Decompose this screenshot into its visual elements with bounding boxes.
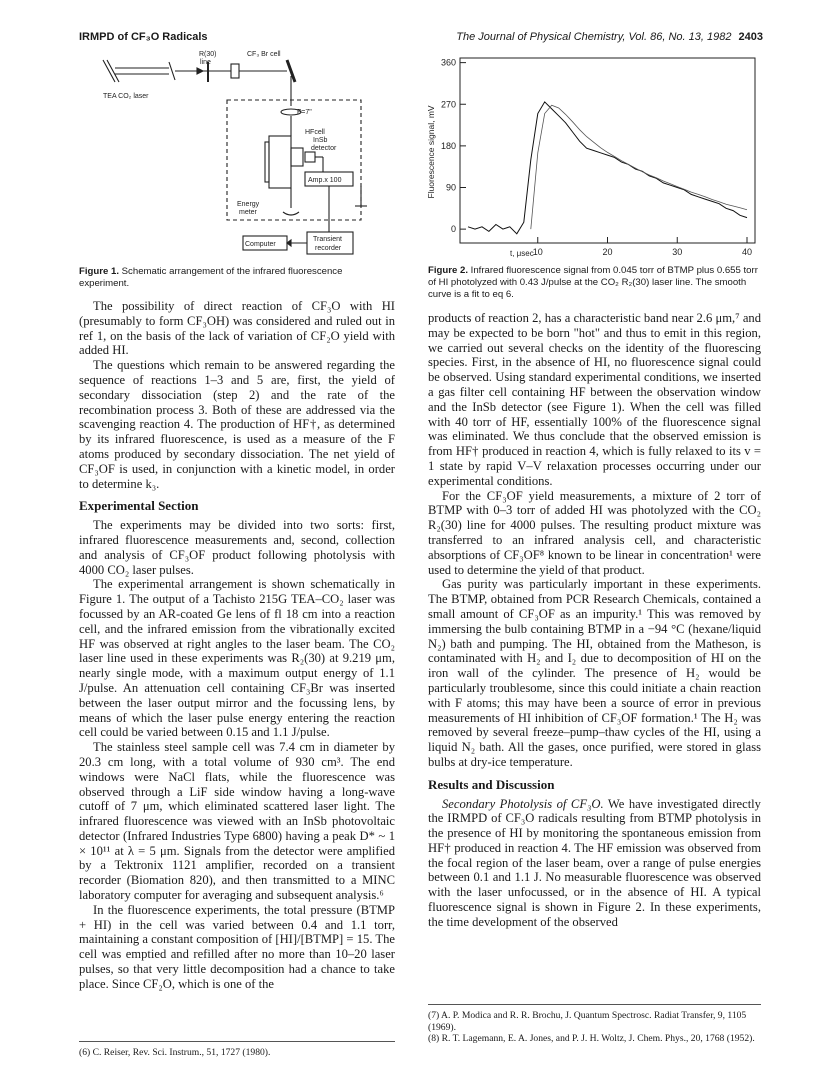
- label-energy: Energy: [237, 201, 260, 208]
- label-transient: Transient: [313, 236, 342, 243]
- label-recorder: recorder: [315, 245, 342, 252]
- section-heading-experimental: Experimental Section: [79, 498, 199, 514]
- label-hfcell: HFcell: [305, 129, 325, 136]
- paragraph: [428, 797, 761, 930]
- insb-detector: [305, 152, 315, 162]
- paragraph: The experiments may be divided into two sorts: first, infrared fluorescence measurements and, second, collection and analysis of CF₃OF product following photolysis with 4000 CO₂ laser pulses.: [79, 518, 395, 577]
- series-fit-curve: [531, 105, 747, 229]
- right-column: [428, 311, 761, 930]
- label-laser: TEA CO₂ laser: [103, 93, 149, 100]
- y-tick-label: 0: [450, 224, 456, 235]
- paragraph: The experimental arrangement is shown schematically in Figure 1. The output of a Tachisto 215G TEA–CO₂ laser was focussed by an AR-coated Ge lens of fl 18 cm into a reaction cell, and the infrared emission from the vibrationally excited HF was observed at right angles to the laser beam. The CO₂ laser line used in these experiments was R₂(30) at 9.219 μm, nearly single mode, with a maximum output energy of 1.1 J/pulse. An attenuation cell containing CF₃Br was inserted between the laser output mirror and the focussing lens, by means of which the laser pulse energy entering the reaction cell could be varied between 0.15 and 1.1 J/pulse.: [79, 577, 395, 740]
- figure-2-caption: [428, 265, 761, 301]
- y-tick-label: 360: [440, 57, 456, 68]
- y-axis-label: Fluorescence signal, mV: [426, 105, 436, 199]
- paragraph-body: We have investigated directly the IRMPD of CF₃O radicals resulting from BTMP photolysis in the presence of HI by monitoring the spontaneous emission from HF† produced in reaction 4. The HF emission was observed from the focal region of the laser beam, over a range of pulse energies between 0.1 and 1.1 J. No measurable fluorescence was observed with the laser unfocussed, or in the absence of HI. A typical fluorescence signal is shown in Figure 2. In these experiments, the time development of the observed: [428, 796, 761, 929]
- y-tick-label: 90: [445, 182, 456, 193]
- section-heading-results: Results and Discussion: [428, 776, 555, 792]
- label-insb: InSb: [313, 137, 328, 144]
- plot-frame: [460, 58, 755, 243]
- energy-meter: [283, 212, 299, 215]
- cf3br-cell: [231, 64, 239, 78]
- figure-1-caption-text: Schematic arrangement of the infrared fluorescence experiment.: [79, 266, 343, 289]
- footnote-7: (7) A. P. Modica and R. R. Brochu, J. Quantum Spectrosc. Radiat Transfer, 9, 1105 (1969).: [428, 1010, 747, 1033]
- label-amp: Amp.x 100: [308, 177, 342, 184]
- label-focal: F=7": [297, 109, 312, 116]
- series-raw-signal: [468, 102, 747, 234]
- figure-1-caption: [79, 266, 395, 290]
- paragraph: products of reaction 2, has a characteristic band near 2.6 μm,⁷ and may be expected to be born "hot" and thus to emit in this region, we carried out several checks on the identity of the fluorescing species. First, in the absence of HI, no fluorescence signal could be observed. Using standard experimental conditions, we inserted a gas filter cell containing HF between the observation window and the InSb detector (see Figure 1). When the cell was filled with 40 torr of HF, essentially 100% of the fluorescence signal was eliminated. We thus conclude that the observed emission is from HF† produced in reaction 4, which is fully relaxed to its v = 1 state by rapid V–V relaxation processes occurring under our experimental conditions.: [428, 311, 761, 488]
- figure-2-label: Figure 2.: [428, 265, 468, 276]
- journal-header: [456, 31, 763, 43]
- paragraph: Gas purity was particularly important in these experiments. The BTMP, obtained from PCR Research Chemicals, contained a small amount of CF₃OF as an impurity.¹ This was removed by immersing the bulb containing BTMP in a −94 °C (hexane/liquid N₂) bath and pumping. The HI, obtained from the Matheson, is contaminated with H₂ and I₂ due to decomposition of HI on the iron wall of the cylinder. The presence of H₂ would be particularly troublesome, since this could initiate a chain reaction with F atoms; this may have been a source of error in previous measurements of HI inhibition of CF₃OF formation.¹ The H₂ was removed by several freeze–pump–thaw cycles of the HI, using a liquid N₂ bath. All the gases, once purified, were stored in glass bulbs at dry-ice temperature.: [428, 577, 761, 769]
- left-column: [79, 299, 395, 992]
- footnotes-right: [428, 1004, 761, 1045]
- paragraph: The questions which remain to be answered regarding the sequence of reactions 1–3 and 5 are, first, the yield of secondary dissociation (step 2) and the rate of the recombination process 3. Both of these are addressed via the scavenging reaction 4. The production of HF†, as determined by its infrared fluorescence, is used as a measure of the F atoms produced by secondary dissociation. The net yield of CF₃OF is used, in conjunction with a kinetic model, in order to determine k₃.: [79, 358, 395, 491]
- label-detector: detector: [311, 145, 337, 152]
- label-meter: meter: [239, 209, 257, 216]
- laser-mirror-right: [169, 62, 175, 80]
- figure-1-schematic: [79, 46, 389, 258]
- subsection-title: Secondary Photolysis of CF₃O.: [442, 796, 604, 811]
- page-number: 2403: [738, 31, 763, 43]
- hf-cell: [269, 136, 291, 188]
- x-tick-label: 10: [532, 247, 543, 257]
- footnote-6: (6) C. Reiser, Rev. Sci. Instrum., 51, 1727 (1980).: [79, 1041, 395, 1059]
- y-tick-label: 180: [440, 140, 456, 151]
- x-tick-label: 20: [602, 247, 613, 257]
- journal-volume: Vol. 86, No. 13, 1982: [628, 31, 732, 43]
- label-line: line: [200, 59, 211, 66]
- footnote-8: (8) R. T. Lagemann, E. A. Jones, and P. J. H. Woltz, J. Chem. Phys., 20, 1768 (1952).: [428, 1033, 755, 1044]
- figure-2-caption-text: Infrared fluorescence signal from 0.045 torr of BTMP plus 0.655 torr of HI photolyzed with 0.43 J/pulse at the CO₂ R₂(30) laser line. The smooth curve is a fit to eq 6.: [428, 265, 758, 300]
- figure-2-chart: [420, 50, 765, 262]
- paragraph: For the CF₃OF yield measurements, a mixture of 2 torr of BTMP with 0–3 torr of added HI was photolyzed with the CO₂ R₂(30) line for 4000 pulses. The resulting product mixture was transferred to an infrared analysis cell, and characteristic absorptions of CF₃OF⁸ known to be linear in concentration¹ were used to determine the yield of that product.: [428, 488, 761, 577]
- paragraph: In the fluorescence experiments, the total pressure (BTMP + HI) in the cell was varied between 0.4 and 1.1 torr, maintaining a constant composition of [HI]/[BTMP] = 15. The cell was emptied and refilled after no more than 10–20 laser pulses, so that very little decomposition had a chance to take place. Since CF₂O, which is one of the: [79, 902, 395, 991]
- label-r30: R(30): [199, 51, 217, 58]
- x-tick-label: 30: [672, 247, 683, 257]
- journal-name: The Journal of Physical Chemistry,: [456, 31, 626, 43]
- x-axis-label: t, μsec: [510, 249, 534, 258]
- label-cf3br: CF₃ Br cell: [247, 51, 281, 58]
- paragraph: The possibility of direct reaction of CF₃O with HI (presumably to form CF₃OH) was considered and ruled out in ref 1, on the basis of the lack of variation of CF₂O yield with added HI.: [79, 299, 395, 358]
- figure-1-label: Figure 1.: [79, 266, 119, 277]
- paragraph: The stainless steel sample cell was 7.4 cm in diameter by 20.3 cm long, with a total volume of 930 cm³. The end windows were NaCl flats, while the fluorescence was observed through a LiF side window having a long-wave cutoff of 7 μm, which eliminated scattered laser light. The infrared fluorescence was viewed with an InSb photovoltaic detector (Infrared Industries Type 6800) having a peak D* ~ 1 × 10¹¹ at λ = 5 μm. Signals from the detector were amplified by a Tektronix 1121 amplifier, recorded on a transient recorder (Biomation 820), and then transmitted to a MINC laboratory computer for averaging and subsequent analysis.⁶: [79, 740, 395, 903]
- label-computer: Computer: [245, 241, 276, 248]
- x-tick-label: 40: [741, 247, 753, 257]
- running-head: IRMPD of CF₃O Radicals: [79, 31, 208, 43]
- y-tick-label: 270: [440, 99, 456, 110]
